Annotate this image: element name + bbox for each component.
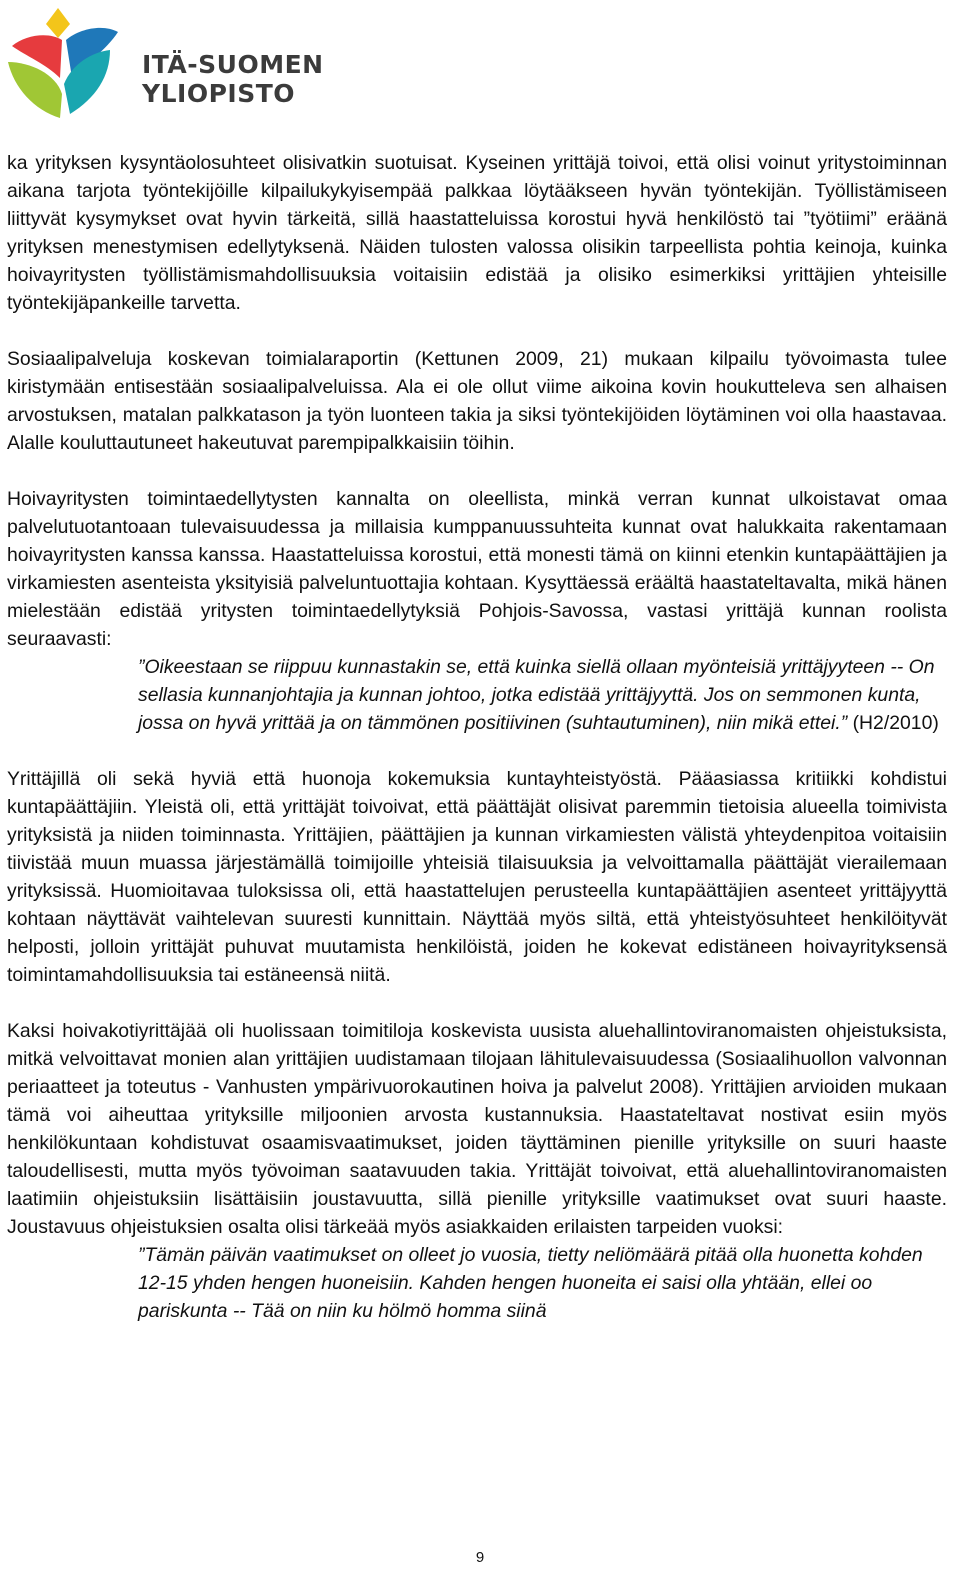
logo-line-1: ITÄ-SUOMEN — [142, 50, 324, 79]
logo-mark-icon — [6, 6, 136, 122]
paragraph: Kaksi hoivakotiyrittäjää oli huolissaan toimitiloja koskevista uusista aluehallintoviranomaisten ohjeistuksista, mitkä velvoittavat monien alan yrittäjien uudistamaan tilojaan lähitulevaisuudessa (Sosiaalihuollon valvonnan periaatteet ja toteutus - Vanhusten ympärivuorokautinen hoiva ja palvelut 2008). Yrittäjien arvioiden mukaan tämä voi aiheuttaa yrityksille miljoonien arvosta kustannuksia. Haastateltavat nostivat esiin myös henkilökuntaan kohdistuvat osaamisvaatimukset, joiden täyttäminen pienille yrityksille on suuri haaste taloudellisesti, mutta myös työvoiman saatavuuden takia. Yrittäjät toivoivat, että aluehallintoviranomaisten laatimiin ohjeistuksiin lisättäisiin joustavuutta, sillä pienille yrityksille vaatimukset ovat suuri haaste. Joustavuus ohjeistuksien osalta olisi tärkeää myös asiakkaiden erilaisten tarpeiden vuoksi: — [7, 1020, 947, 1238]
paragraph: ka yrityksen kysyntäolosuhteet olisivatkin suotuisat. Kyseinen yrittäjä toivoi, että olisi voinut yritystoiminnan aikana tarjota työntekijöille kilpailukykyisempää palkkaa löytääkseen hyvän työntekijän. Työllistämiseen liittyvät kysymykset ovat hyvin tärkeitä, sillä haastatteluissa korostui hyvä henkilöstö tai ”työtiimi” eräänä yrityksen menestymisen edellytyksenä. Näiden tulosten valossa olisikin tarpeellista pohtia keinoja, kuinka hoivayritysten työllistämismahdollisuuksia voitaisiin edistää ja olisiko esimerkiksi yrittäjien yhteisille työntekijäpankeille tarvetta. — [7, 152, 947, 314]
interview-quote — [138, 653, 948, 737]
logo-yellow-petal — [46, 8, 70, 38]
page-number: 9 — [475, 1549, 485, 1566]
body-text — [7, 149, 947, 1325]
quote-text: ”Oikeestaan se riippuu kunnastakin se, että kuinka siellä ollaan myönteisiä yrittäjyyteen -- On sellasia kunnanjohtajia ja kunnan johtoo, jotka edistää yrittäjyyttä. Jos on semmonen kunta, jossa on hyvä yrittää ja on tämmönen positiivinen (suhtautuminen), niin mikä ettei.” — [138, 656, 935, 734]
university-logo — [6, 6, 336, 122]
paragraph: Hoivayritysten toimintaedellytysten kannalta on oleellista, minkä verran kunnat ulkoistavat omaa palvelutuotantoaan tulevaisuudessa ja millaisia kumppanuussuhteita kunnat ovat halukkaita rakentamaan hoivayritysten kanssa kanssa. Haastatteluissa korostui, että monesti tämä on kiinni etenkin kuntapäättäjien ja virkamiesten asenteista yksityisiä palveluntuottajia kohtaan. Kysyttäessä eräältä haastateltavalta, mikä hänen mielestään edistää yritysten toimintaedellytyksiä Pohjois-Savossa, vastasi yrittäjä kunnan roolista seuraavasti: — [7, 488, 947, 650]
interview-quote — [138, 1241, 948, 1325]
paragraph: Sosiaalipalveluja koskevan toimialaraportin (Kettunen 2009, 21) mukaan kilpailu työvoimasta tulee kiristymään entisestään sosiaalipalveluissa. Ala ei ole ollut viime aikoina kovin houkutteleva sen alhaisen arvostuksen, matalan palkkatason ja työn luonteen takia ja siksi työntekijöiden löytäminen voi olla haastavaa. Alalle kouluttautuneet hakeutuvat parempipalkkaisiin töihin. — [7, 348, 947, 454]
logo-line-2: YLIOPISTO — [142, 79, 296, 108]
quote-source: (H2/2010) — [847, 712, 939, 734]
logo-wordmark — [142, 50, 324, 108]
paragraph: Yrittäjillä oli sekä hyviä että huonoja kokemuksia kuntayhteistyöstä. Pääasiassa kritiikki kohdistui kuntapäättäjiin. Yleistä oli, että yrittäjät toivoivat, että päättäjät olisivat paremmin tietoisia alueella toimivista yrityksistä ja niiden toiminnasta. Yrittäjien, päättäjien ja kunnan virkamiesten välistä yhteydenpitoa voitaisiin tiivistää muun muassa järjestämällä toimijoille yhteisiä tilaisuuksia ja velvoittamalla päättäjät vierailemaan yrityksissä. Huomioitavaa tuloksissa oli, että haastattelujen perusteella kuntapäättäjien asenteet yrittäjyyttä kohtaan näyttävät vaihtelevan suuresti kunnittain. Näyttää myös siltä, että yhteistyösuhteet henkilöityvät helposti, jolloin yrittäjät puhuvat muutamista henkilöistä, joiden he kokevat edistäneen hoivayrityksensä toimintamahdollisuuksia tai estäneensä niitä. — [7, 768, 947, 986]
quote-text: ”Tämän päivän vaatimukset on olleet jo vuosia, tietty neliömäärä pitää olla huonetta kohden 12-15 yhden hengen huoneisiin. Kahden hengen huoneita ei saisi olla yhtään, ellei oo pariskunta -- Tää on niin ku hölmö homma siinä — [138, 1244, 923, 1322]
